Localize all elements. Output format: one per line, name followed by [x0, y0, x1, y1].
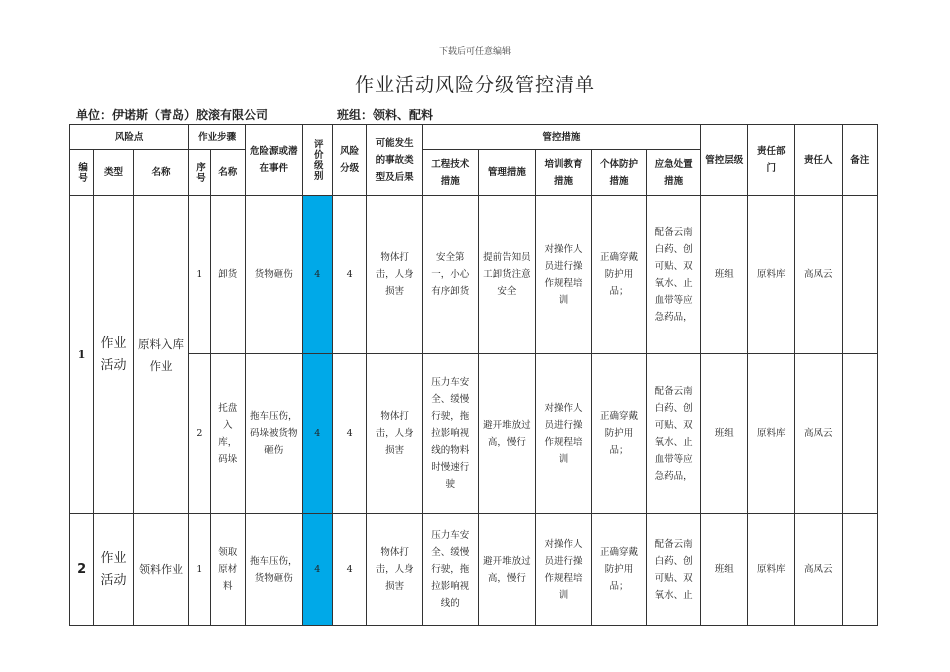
- ppe-measure: 正确穿戴防护用品；: [591, 196, 647, 354]
- remarks: [842, 354, 878, 514]
- page-title: 作业活动风险分级管控清单: [354, 74, 595, 96]
- evaluation-level: 4: [302, 354, 332, 514]
- accident-type: 物体打击，人身损害: [367, 354, 423, 514]
- responsible-person: 高凤云: [794, 354, 842, 514]
- step-hazard: 拖车压伤，货物砸伤: [245, 514, 302, 626]
- management-measure: 避开堆放过高，慢行: [478, 354, 536, 514]
- responsible-dept: 原料库: [748, 514, 795, 626]
- header-seq: 序号: [189, 150, 210, 196]
- header-evaluation-level: 评价级别: [302, 125, 332, 196]
- download-note: 下载后可任意编辑: [438, 47, 511, 57]
- risk-level: 4: [332, 196, 366, 354]
- engineering-measure: 安全第一，小心有序卸货: [422, 196, 478, 354]
- risk-level: 4: [332, 354, 366, 514]
- header-management: 管理措施: [478, 150, 536, 196]
- team-label: 班组：领料、配料: [337, 108, 434, 122]
- header-responsible-dept: 责任部门: [748, 125, 795, 196]
- header-ppe: 个体防护措施: [591, 150, 647, 196]
- responsible-person: 高凤云: [794, 514, 842, 626]
- control-tier: 班组: [700, 514, 748, 626]
- risk-level: 4: [332, 514, 366, 626]
- step-name: 领取原材料: [210, 514, 245, 626]
- unit-label: 单位：伊诺斯（青岛）胶滚有限公司: [76, 108, 269, 122]
- header-hazard: 危险源或潜在事件: [245, 125, 302, 196]
- header-name: 名称: [133, 150, 189, 196]
- responsible-person: 高凤云: [794, 196, 842, 354]
- step-hazard: 货物砸伤: [245, 196, 302, 354]
- ppe-measure: 正确穿戴防护用品；: [591, 514, 647, 626]
- training-measure: 对操作人员进行操作规程培训: [536, 354, 592, 514]
- header-step-name: 名称: [210, 150, 245, 196]
- table-row: [70, 514, 878, 626]
- accident-type: 物体打击，人身损害: [367, 196, 423, 354]
- header-remarks: 备注: [842, 125, 878, 196]
- header-engineering: 工程技术措施: [422, 150, 478, 196]
- engineering-measure: 压力车安全、缓慢行驶，拖拉影响视线的: [422, 514, 478, 626]
- risk-no: 2: [70, 514, 94, 626]
- risk-name: 领料作业: [133, 514, 189, 626]
- header-no: 编号: [70, 150, 94, 196]
- emergency-measure: 配备云南白药、创可贴、双氧水、止: [647, 514, 701, 626]
- step-hazard: 拖车压伤，码垛被货物砸伤: [245, 354, 302, 514]
- header-work-step: 作业步骤: [189, 125, 246, 150]
- control-tier: 班组: [700, 354, 748, 514]
- header-emergency: 应急处置措施: [647, 150, 701, 196]
- remarks: [842, 514, 878, 626]
- header-responsible-person: 责任人: [794, 125, 842, 196]
- ppe-measure: 正确穿戴防护用品；: [591, 354, 647, 514]
- training-measure: 对操作人员进行操作规程培训: [536, 514, 592, 626]
- header-training: 培训教育措施: [536, 150, 592, 196]
- responsible-dept: 原料库: [748, 196, 795, 354]
- emergency-measure: 配备云南白药、创可贴、双氧水、止血带等应急药品，: [647, 196, 701, 354]
- engineering-measure: 压力车安全、缓慢行驶，拖拉影响视线的物料时慢速行驶: [422, 354, 478, 514]
- header-risk-point: 风险点: [70, 125, 189, 150]
- risk-type: 作业活动: [94, 196, 133, 514]
- responsible-dept: 原料库: [748, 354, 795, 514]
- risk-type: 作业活动: [94, 514, 133, 626]
- evaluation-level: 4: [302, 196, 332, 354]
- header-risk-level: 风险分级: [332, 125, 366, 196]
- header-type: 类型: [94, 150, 133, 196]
- step-seq: 2: [189, 354, 210, 514]
- step-name: 托盘入库，码垛: [210, 354, 245, 514]
- control-tier: 班组: [700, 196, 748, 354]
- risk-control-table: [69, 124, 878, 626]
- management-measure: 避开堆放过高，慢行: [478, 514, 536, 626]
- emergency-measure: 配备云南白药、创可贴、双氧水、止血带等应急药品，: [647, 354, 701, 514]
- remarks: [842, 196, 878, 354]
- training-measure: 对操作人员进行操作规程培训: [536, 196, 592, 354]
- management-measure: 提前告知员工卸货注意安全: [478, 196, 536, 354]
- step-seq: 1: [189, 514, 210, 626]
- evaluation-level: 4: [302, 514, 332, 626]
- header-control-tier: 管控层级: [700, 125, 748, 196]
- accident-type: 物体打击，人身损害: [367, 514, 423, 626]
- table-row: [70, 196, 878, 354]
- risk-no: 1: [70, 196, 94, 514]
- step-seq: 1: [189, 196, 210, 354]
- table-row: [70, 354, 878, 514]
- header-control-measures: 管控措施: [422, 125, 700, 150]
- step-name: 卸货: [210, 196, 245, 354]
- header-accident-type: 可能发生的事故类型及后果: [367, 125, 423, 196]
- risk-name: 原料入库作业: [133, 196, 189, 514]
